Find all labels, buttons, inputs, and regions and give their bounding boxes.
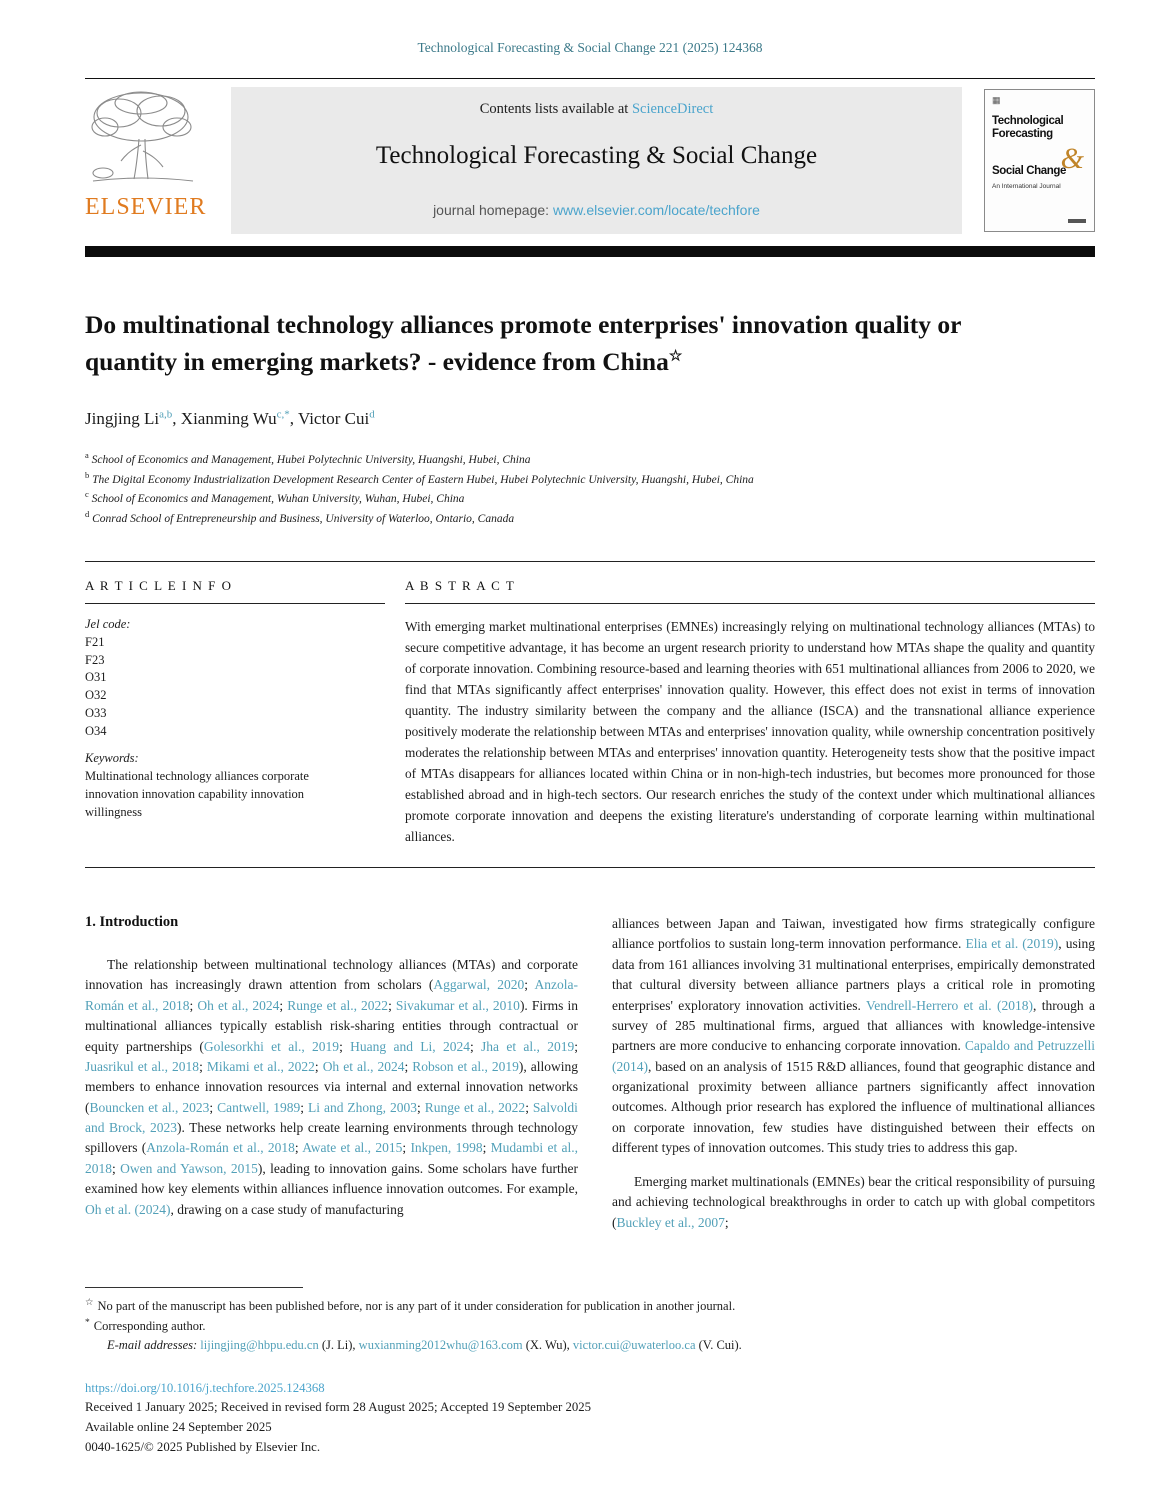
text-segment: ; — [482, 1140, 491, 1156]
citation-link[interactable]: Elia et al. (2019) — [965, 936, 1059, 952]
article-info-body — [85, 616, 385, 821]
citation-link[interactable]: Aggarwal, 2020 — [433, 977, 525, 993]
footnote-emails — [107, 1338, 1095, 1353]
text-segment: ; — [314, 1058, 323, 1074]
author-affil-sup[interactable]: c,* — [276, 408, 290, 421]
title-star-icon[interactable]: ☆ — [668, 348, 683, 365]
running-head: Technological Forecasting & Social Change 221 (2025) 124368 — [417, 40, 763, 55]
text-segment: , based on an analysis of 1515 R&D alliances, found that geographic distance and organizational proximity between alliance partners significantly affect innovation outcomes. Although prior research has explored the influence of multinational alliances on corporate innovation, few studies have distinguished between their effects on different types of innovation outcomes. This study tries to address this gap. — [612, 1058, 1095, 1156]
citation-link[interactable]: Huang and Li, 2024 — [350, 1038, 470, 1054]
text-segment: ), allowing members to enhance innovation resources via internal and external innovation networks ( — [85, 1058, 578, 1115]
jel-code: O32 — [85, 688, 107, 703]
cover-title-line2: Social Change — [992, 165, 1067, 178]
footnote-star-icon: ☆ — [85, 1297, 94, 1308]
abstract-bottom-rule — [85, 867, 1095, 868]
affiliation-line: $^a$ School of Economics and Management, Hubei Polytechnic University, Huangshi, Hubei, China — [85, 450, 531, 466]
footnote-star: ☆ No part of the manuscript has been published before, nor is any part of it under consideration for publication in another journal. — [85, 1297, 736, 1313]
footnote-corresponding: * Corresponding author. — [85, 1317, 206, 1333]
citation-link[interactable]: victor.cui@uwaterloo.ca — [572, 1337, 696, 1352]
jel-code: O33 — [85, 705, 107, 720]
citation-link[interactable]: Cantwell, 1989 — [217, 1099, 301, 1115]
jel-code: O31 — [85, 670, 107, 685]
text-segment: ). These networks help create learning environments through technology spillovers ( — [85, 1120, 578, 1156]
journal-title: Technological Forecasting & Social Change — [375, 142, 818, 169]
author-line — [85, 408, 1095, 429]
footnote-asterisk-icon: * — [85, 1317, 90, 1328]
text-segment: , through a survey of 285 multinational firms, argued that alliances with knowledge-intensive partners are more conducive to enhancing corporate innovation. — [612, 997, 1095, 1054]
text-segment: , using data from 161 alliances involving 31 multinational enterprises, empirically demonstrated that cultural diversity between alliance partners plays a critical role in promoting enterprises' exploratory innovation activities. — [612, 936, 1095, 1013]
journal-cover-thumbnail — [984, 89, 1095, 232]
citation-link[interactable]: Oh et al., 2024 — [197, 997, 280, 1013]
text-segment: ; — [525, 1099, 533, 1115]
body-column-left — [85, 914, 578, 1247]
contents-prefix: Contents lists available at — [479, 101, 632, 117]
jel-code: F23 — [85, 652, 105, 667]
keywords-text: Multinational technology alliances corporate innovation innovation capability innovation willingness — [85, 769, 309, 819]
available-online-line: Available online 24 September 2025 — [85, 1420, 272, 1435]
text-segment: ; — [209, 1099, 218, 1115]
citation-link[interactable]: Mikami et al., 2022 — [206, 1058, 315, 1074]
text-segment: (J. Li), — [318, 1337, 359, 1352]
text-segment: ; — [724, 1214, 729, 1230]
homepage-line — [241, 202, 952, 218]
citation-link[interactable]: Runge et al., 2022 — [287, 997, 389, 1013]
citation-link[interactable]: Li and Zhong, 2003 — [307, 1099, 418, 1115]
text-segment: , drawing on a case study of manufacturing — [170, 1201, 404, 1217]
jel-code: F21 — [85, 634, 105, 649]
citation-link[interactable]: Inkpen, 1998 — [410, 1140, 483, 1156]
citation-link[interactable]: Mudambi et al., 2018 — [85, 1140, 579, 1176]
footnote-rule — [85, 1287, 303, 1288]
text-segment: ; — [417, 1099, 425, 1115]
contents-line — [241, 101, 952, 118]
article-title-text: Do multinational technology alliances promote enterprises' innovation quality or quantity in emerging markets? - evidence from China — [85, 310, 961, 376]
jel-code: O34 — [85, 723, 107, 738]
issn-copyright-line: 0040-1625/© 2025 Published by Elsevier Inc. — [85, 1440, 321, 1455]
affiliation-line: $^d$ Conrad School of Entrepreneurship and Business, University of Waterloo, Ontario, Canada — [85, 508, 515, 525]
text-segment: ; — [199, 1058, 207, 1074]
author-affil-sup[interactable]: d — [369, 408, 375, 421]
citation-link[interactable]: Oh et al., 2024 — [322, 1058, 405, 1074]
abstract-column — [405, 578, 1095, 847]
info-abstract-section — [85, 561, 1095, 847]
article-meta-footer — [85, 1379, 1095, 1458]
citation-link[interactable]: Golesorkhi et al., 2019 — [203, 1038, 340, 1054]
author-name[interactable]: Victor Cui — [297, 409, 370, 429]
article-body — [85, 914, 1095, 1247]
cover-title-line1: Technological Forecasting — [992, 115, 1064, 141]
body-column-right — [612, 914, 1095, 1247]
text-segment: ; — [404, 1058, 413, 1074]
introduction-paragraph — [85, 955, 578, 1220]
author-name[interactable]: Jingjing Li — [85, 409, 160, 429]
homepage-url-link[interactable]: www.elsevier.com/locate/techfore — [552, 202, 760, 218]
homepage-label: journal homepage: — [433, 202, 553, 218]
citation-link[interactable]: Juasrikul et al., 2018 — [85, 1058, 200, 1074]
citation-link[interactable]: Buckley et al., 2007 — [616, 1214, 725, 1230]
text-segment: ; — [524, 977, 535, 993]
text-segment: (X. Wu), — [522, 1337, 573, 1352]
text-segment: ), leading to innovation gains. Some scholars have further examined how key elements within alliances influence innovation outcomes. For example, — [85, 1160, 578, 1197]
author — [298, 409, 375, 428]
cover-subtitle: An International Journal — [992, 183, 1061, 191]
text-segment: ; — [300, 1099, 308, 1115]
cover-ampersand: & — [1060, 142, 1084, 175]
citation-link[interactable]: Oh et al. (2024) — [85, 1201, 171, 1217]
text-segment: ; — [189, 997, 198, 1013]
text-segment: ; — [469, 1038, 482, 1054]
elsevier-logo — [85, 87, 225, 240]
introduction-paragraph — [612, 1172, 1095, 1233]
jel-code-list — [85, 634, 385, 741]
citation-link[interactable]: Capaldo and Petruzzelli (2014) — [612, 1038, 1095, 1074]
citation-link[interactable]: lijingjing@hbpu.edu.cn — [200, 1337, 319, 1352]
text-segment: ; — [388, 997, 396, 1013]
author-affil-sup[interactable]: a,b — [159, 408, 173, 421]
keywords-label: Keywords: — [85, 751, 139, 766]
citation-link[interactable]: Jha et al., 2019 — [481, 1038, 575, 1054]
citation-link[interactable]: Awate et al., 2015 — [302, 1140, 403, 1156]
abstract-heading: A B S T R A C T — [405, 578, 1095, 604]
citation-link[interactable]: Owen and Yawson, 2015 — [120, 1160, 258, 1176]
received-dates-line: Received 1 January 2025; Received in revised form 28 August 2025; Accepted 19 September 2025 — [85, 1400, 592, 1415]
author-name[interactable]: Xianming Wu — [180, 409, 277, 429]
citation-link[interactable]: Bouncken et al., 2023 — [89, 1099, 210, 1115]
sciencedirect-link[interactable]: ScienceDirect — [631, 101, 714, 117]
text-segment: Emerging market multinationals (EMNEs) bear the critical responsibility of pursuing and achieving technological breakthroughs in order to catch up with global competitors ( — [612, 1174, 1095, 1230]
text-segment: alliances between Japan and Taiwan, investigated how firms strategically configure alliance portfolios to sustain long-term innovation performance. — [612, 916, 1095, 952]
article-title — [85, 307, 1010, 380]
affiliation-line: $^b$ The Digital Economy Industrialization Development Research Center of Eastern Hubei, Hubei Polytechnic University, Huangshi, Hubei, China — [85, 469, 754, 486]
affiliations — [85, 449, 1095, 527]
article-info-column — [85, 578, 385, 847]
cover-publisher-icon: ▦ — [992, 95, 1001, 105]
author: Jingjing Li$^{a,b}$, — [85, 408, 181, 429]
journal-banner — [231, 87, 962, 234]
citation-link[interactable]: wuxianming2012whu@163.com — [358, 1337, 523, 1352]
elsevier-tree-icon — [83, 87, 201, 196]
footnotes — [85, 1287, 1095, 1353]
abstract-text: With emerging market multinational enterprises (EMNEs) increasingly relying on multinational technology alliances (MTAs) to secure competitive advantage, it has become an urgent research priority to understand how MTAs shape the quality and quantity of corporate innovation. Combining resource-based and learning theories with 651 multinational alliances from 2006 to 2020, we find that MTAs significantly affect enterprises' innovation quality. However, this effect does not exist in terms of innovation quantity. The industry similarity between the company and the alliance (ISCA) and the transnational alliance experience positively moderate the relationship between MTAs and enterprises' innovation quality, while ownership concentration positively moderates the relationship between MTAs and enterprises' innovation quantity. Heterogeneity tests show that the positive impact of MTAs disappears for alliances located within China or in non-high-tech industries, but becomes more pronounced for those established abroad and in high-tech sectors. Our research enriches the study of the context under which multinational alliances promote corporate innovation and deepens the existing literature's understanding of corporate learning within multinational alliances. — [405, 619, 1095, 845]
text-segment: ; — [339, 1038, 351, 1054]
citation-link[interactable]: Anzola-Román et al., 2018 — [146, 1140, 295, 1156]
header-divider-bar — [85, 246, 1095, 257]
citation-link[interactable]: Salvoldi and Brock, 2023 — [85, 1099, 578, 1136]
affiliation-line: $^c$ School of Economics and Management, Wuhan University, Wuhan, Hubei, China — [85, 489, 465, 505]
text-segment: The relationship between multinational technology alliances (MTAs) and corporate innovation has increasingly drawn attention from scholars ( — [85, 957, 578, 993]
text-segment: (V. Cui). — [695, 1337, 742, 1352]
doi-link[interactable]: https://doi.org/10.1016/j.techfore.2025.124368 — [85, 1380, 325, 1395]
citation-link[interactable]: Anzola-Román et al., 2018 — [85, 977, 579, 1013]
text-segment: ; — [294, 1140, 303, 1156]
jel-code-label: Jel code: — [85, 617, 131, 632]
text-segment: ; — [112, 1160, 121, 1176]
text-segment: ; — [279, 997, 288, 1013]
text-segment: ; — [574, 1038, 578, 1054]
citation-link[interactable]: Robson et al., 2019 — [412, 1058, 519, 1074]
text-segment: E-mail addresses: — [107, 1337, 198, 1352]
cover-bottom-mark — [1068, 219, 1086, 223]
text-segment: ; — [402, 1140, 411, 1156]
journal-header — [85, 78, 1095, 240]
citation-link[interactable]: Sivakumar et al., 2010 — [395, 997, 520, 1013]
citation-link[interactable]: Runge et al., 2022 — [424, 1099, 526, 1115]
text-segment: ). Firms in multinational alliances typically establish risk-sharing entities through contractual or equity partnerships ( — [85, 997, 579, 1054]
author: Xianming $Wu^{c,*}$, — [180, 408, 298, 429]
article-info-heading: A R T I C L E I N F O — [85, 578, 385, 604]
introduction-paragraph — [612, 914, 1095, 1159]
elsevier-wordmark: ELSEVIER — [85, 194, 207, 220]
introduction-heading: 1. Introduction — [85, 914, 179, 931]
citation-link[interactable]: Vendrell-Herrero et al. (2018) — [866, 997, 1033, 1013]
